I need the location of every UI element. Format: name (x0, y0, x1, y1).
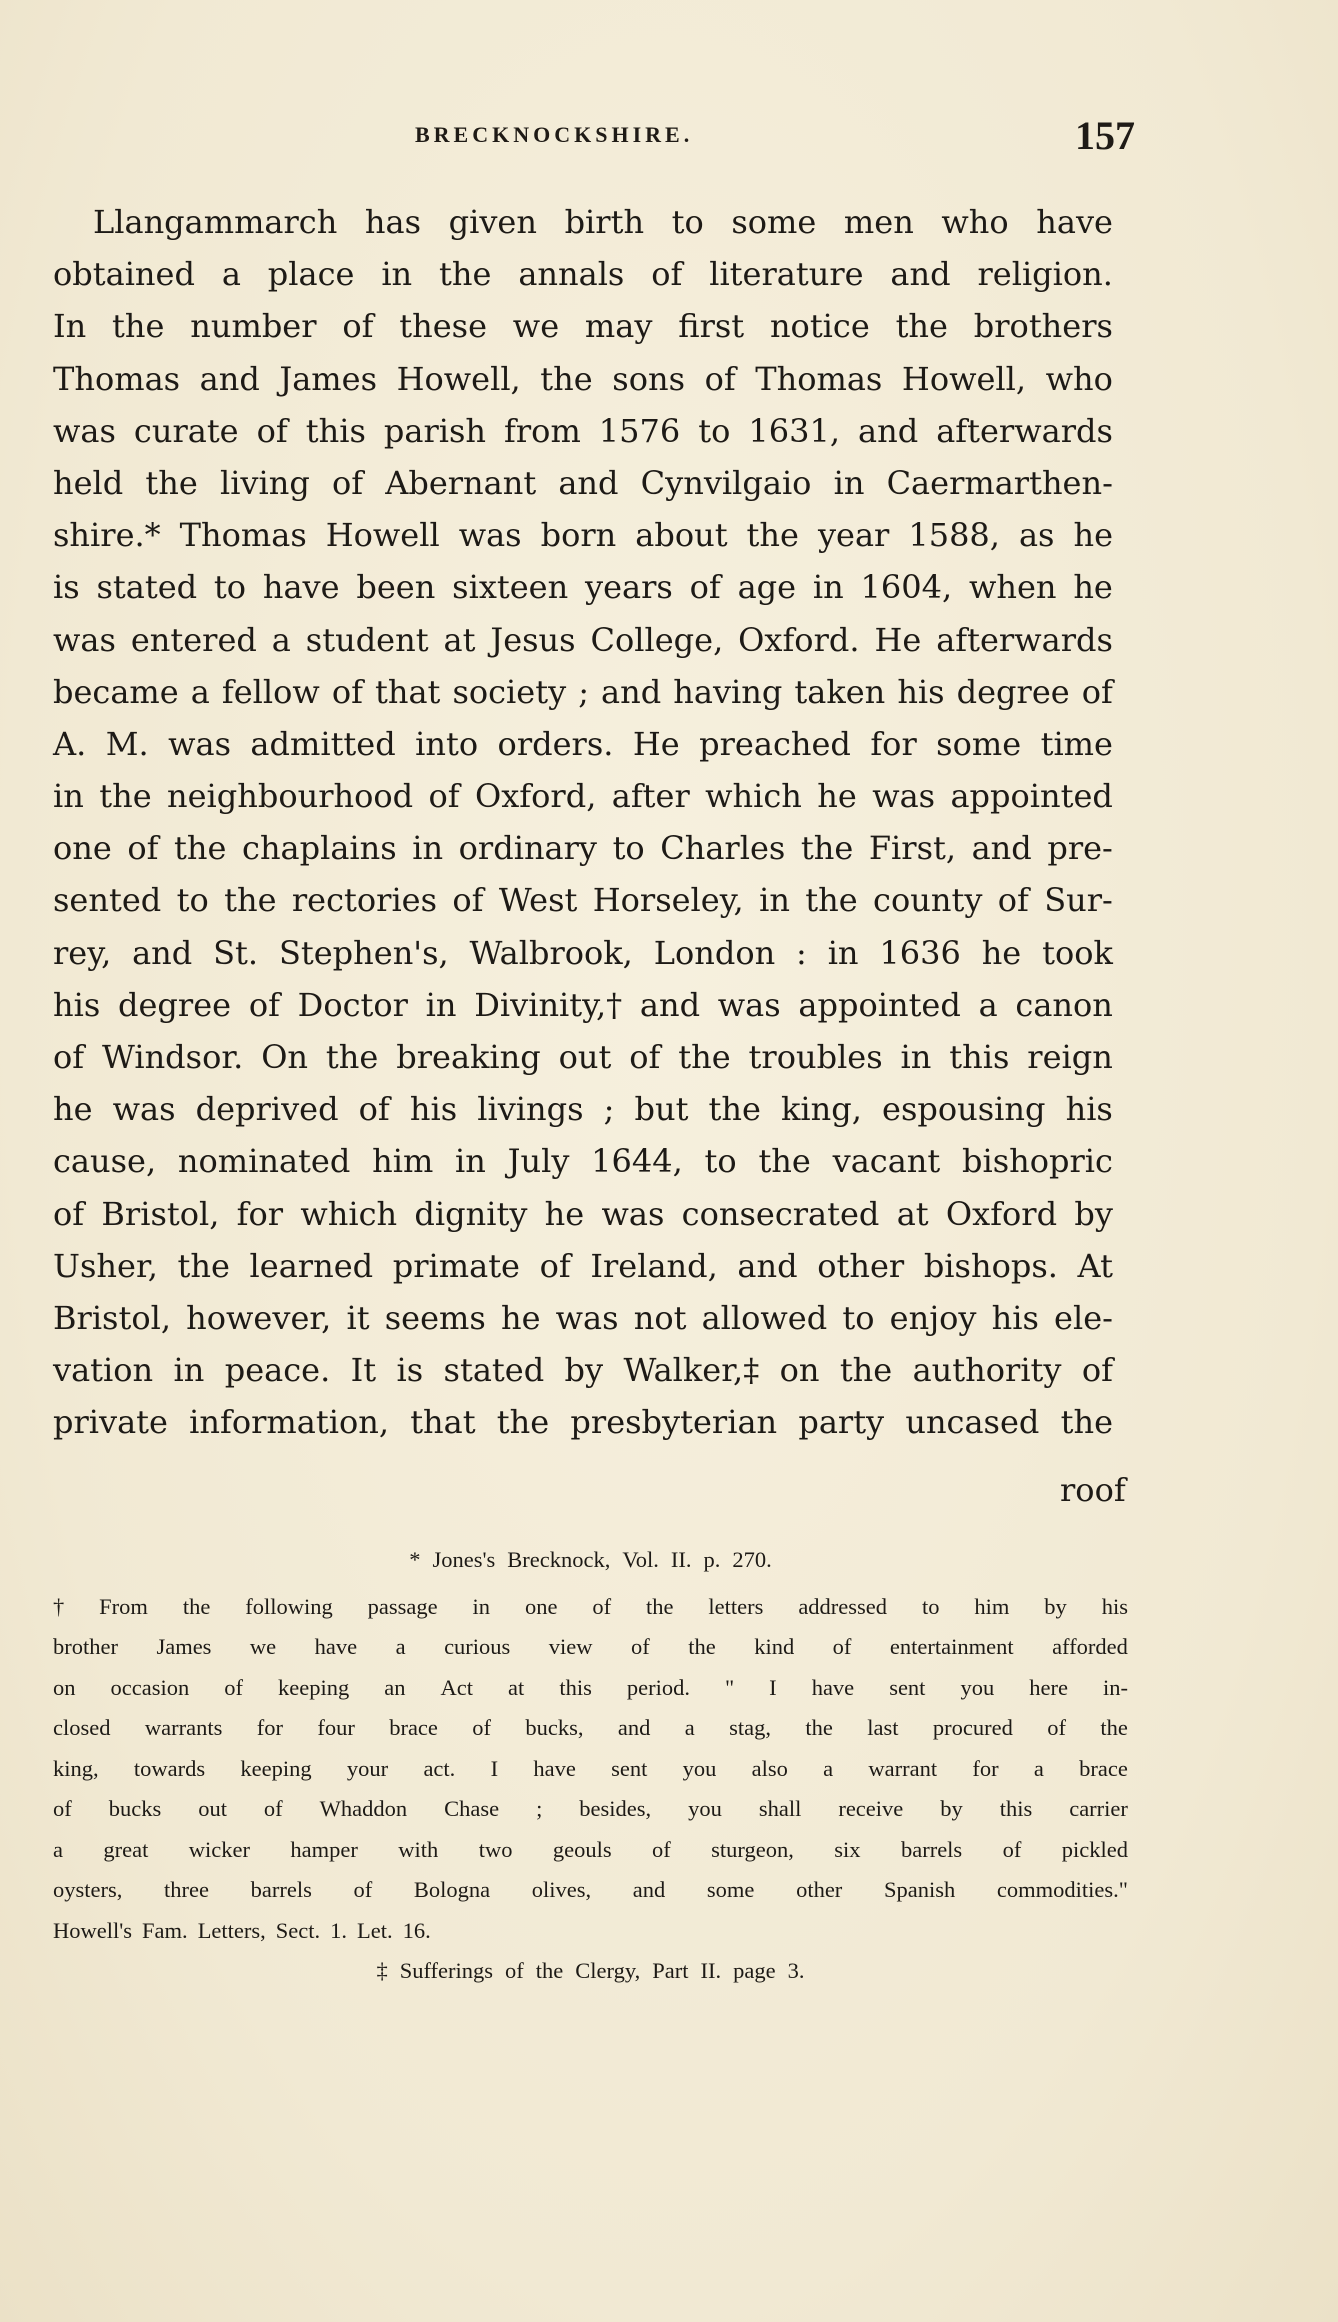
footnote-2-line: of bucks out of Whaddon Chase ; besides, you shall receive by this carrier (53, 1796, 1128, 1821)
body-line: he was deprived of his livings ; but the king, espousing his (53, 1090, 1113, 1129)
page-number: 157 (1075, 113, 1135, 158)
body-line: private information, that the presbyterian party uncased the (53, 1403, 1113, 1442)
body-line: held the living of Abernant and Cynvilgaio in Caermarthen- (53, 463, 1113, 502)
footnote-2-line: oysters, three barrels of Bologna olives, and some other Spanish commodities." (53, 1877, 1128, 1902)
body-line: in the neighbourhood of Oxford, after which he was appointed (53, 777, 1113, 816)
body-text (53, 196, 1113, 1449)
footnote-3: ‡ Sufferings of the Clergy, Part II. page 3. (376, 1958, 805, 1983)
body-line: In the number of these we may first notice the brothers (53, 307, 1113, 346)
footnote-2-line: closed warrants for four brace of bucks, and a stag, the last procured of the (53, 1715, 1128, 1740)
body-line: Usher, the learned primate of Ireland, and other bishops. At (53, 1246, 1113, 1285)
body-line: obtained a place in the annals of literature and religion. (53, 255, 1113, 294)
body-line: A. M. was admitted into orders. He preached for some time (53, 724, 1113, 763)
body-line: of Bristol, for which dignity he was consecrated at Oxford by (53, 1194, 1113, 1233)
body-line: Thomas and James Howell, the sons of Thomas Howell, who (53, 359, 1113, 398)
footnotes (53, 1540, 1128, 1992)
body-line: cause, nominated him in July 1644, to the vacant bishopric (53, 1142, 1113, 1181)
footnote-2-line: Howell's Fam. Letters, Sect. 1. Let. 16. (53, 1917, 431, 1943)
body-line: became a fellow of that society ; and having taken his degree of (53, 672, 1113, 711)
body-line: shire.* Thomas Howell was born about the year 1588, as he (53, 516, 1113, 555)
footnote-2-line: on occasion of keeping an Act at this period. " I have sent you here in- (53, 1674, 1128, 1700)
body-line: his degree of Doctor in Divinity,† and was appointed a canon (53, 985, 1113, 1024)
body-line: was curate of this parish from 1576 to 1631, and afterwards (53, 411, 1113, 450)
footnote-2-line: a great wicker hamper with two geouls of sturgeon, six barrels of pickled (53, 1836, 1128, 1862)
body-line: was entered a student at Jesus College, Oxford. He afterwards (53, 620, 1113, 659)
catchword: roof (1060, 1471, 1126, 1509)
body-line: Bristol, however, it seems he was not allowed to enjoy his ele- (53, 1298, 1113, 1337)
body-line: sented to the rectories of West Horseley, in the county of Sur- (53, 881, 1113, 920)
footnote-2-line: † From the following passage in one of the letters addressed to him by his (53, 1593, 1128, 1619)
footnote-2-line: brother James we have a curious view of the kind of entertainment afforded (53, 1634, 1128, 1659)
body-line: Llangammarch has given birth to some men who have (93, 203, 1113, 241)
footnote-2-line: king, towards keeping your act. I have sent you also a warrant for a brace (53, 1755, 1128, 1781)
body-line: rey, and St. Stephen's, Walbrook, London : in 1636 he took (53, 933, 1113, 972)
body-line: is stated to have been sixteen years of age in 1604, when he (53, 568, 1113, 607)
page-header (0, 113, 1338, 158)
running-head: BRECKNOCKSHIRE. (415, 122, 694, 147)
body-line: vation in peace. It is stated by Walker,‡ on the authority of (53, 1351, 1113, 1390)
body-line: of Windsor. On the breaking out of the troubles in this reign (53, 1038, 1113, 1076)
footnote-1: * Jones's Brecknock, Vol. II. p. 270. (409, 1547, 772, 1572)
body-line: one of the chaplains in ordinary to Charles the First, and pre- (53, 829, 1113, 868)
